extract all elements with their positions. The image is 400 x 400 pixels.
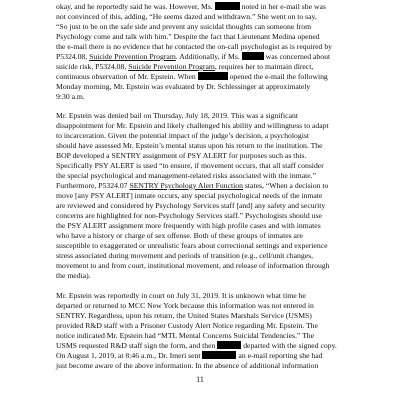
p2-line-12: the PSY ALERT assignment more frequently with high profile cases and with inmates <box>56 221 321 230</box>
p3-line-6 <box>56 341 337 350</box>
p2-line-14: susceptible to exaggerated or unrealistic fears about correctional settings and experience <box>56 241 328 250</box>
p3-line-7 <box>56 351 323 360</box>
p2-line-11: concerns are highlighted for non-Psychology Services staff.” Psychologists should use <box>56 211 322 220</box>
p3-l7a: On August 1, 2019, at 8:46 a.m., Dr. Imeri sent <box>56 351 203 360</box>
p1-line-1 <box>56 2 326 11</box>
redaction-box <box>198 72 228 80</box>
page-number: 11 <box>196 375 204 384</box>
policy-title-suicide-prevention: Suicide Prevention Program <box>128 62 215 71</box>
p2-l8a: Furthermore, P5324.07 <box>56 181 130 190</box>
p2-line-16: movement to and from court, institutional movement, and release of information through <box>56 261 330 270</box>
p2-line-17: the media). <box>56 271 91 280</box>
p1-l8a: continuous observation of Mr. Epstein. When <box>56 72 198 81</box>
p2-line-7: the special psychological and management-related risks associated with the inmate.” <box>56 171 317 180</box>
p3-line-1: Mr. Epstein was reportedly in court on July 31, 2019. It is unknown what time he <box>56 291 306 300</box>
redaction-box <box>242 52 264 60</box>
p3-line-2: departed or returned to MCC New York because this information was not entered in <box>56 301 314 310</box>
p2-line-4: should have assessed Mr. Epstein’s mental status upon his return to the institution. The <box>56 141 323 150</box>
p3-l6b: departed with the signed copy. <box>241 341 337 350</box>
p2-line-9: move [any PSY ALERT] inmate occurs, any special psychological needs of the inmate <box>56 191 323 200</box>
p3-line-3: SENTRY. Regardless, upon his return, the United States Marshals Service (USMS) <box>56 311 312 320</box>
p2-line-10: are reviewed and considered by Psychology Services staff [and] any safety and security <box>56 201 326 210</box>
policy-title-suicide-prevention: Suicide Prevention Program <box>89 52 176 61</box>
p1-line-4: Psychology come and talk with him.” Despite the fact that Lieutenant Medina opened <box>56 32 320 41</box>
p2-line-1: Mr. Epstein was denied bail on Thursday, July 18, 2019. This was a significant <box>56 111 298 120</box>
p3-line-5: notice indicated Mr. Epstein had “MTL Mental Concerns Suicidal Tendencies.” The <box>56 331 315 340</box>
p3-line-4: provided R&D staff with a Prisoner Custody Alert Notice regarding Mr. Epstein. The <box>56 321 318 330</box>
p1-line-7 <box>56 62 313 71</box>
p3-l7b: an e-mail reporting she had <box>236 351 323 360</box>
policy-title-psy-alert: SENTRY Psychology Alert Function <box>129 181 243 190</box>
p1-l7c: , requires her to maintain direct, <box>214 62 314 71</box>
p3-line-8: just become aware of the above information. In the absence of additional information <box>56 361 319 370</box>
p1-l6a: P5324.08, <box>56 52 90 61</box>
p2-line-13: who have a history or charge of sex offense. Both of these groups of inmates are <box>56 231 303 240</box>
p3-l6a: USMS requested R&D staff sign the form, and then <box>56 341 218 350</box>
p1-line-9: Monday morning, Mr. Epstein was evaluated by Dr. Schlessinger at approximately <box>56 82 311 91</box>
p1-l7a: suicide risk, P5324.08, <box>56 62 129 71</box>
p1-l1b: noted in her e-mail she was <box>239 2 326 11</box>
p1-line-2: not convinced of this, adding, “He seems dazed and withdrawn.” She went on to say, <box>56 12 317 21</box>
p1-line-5: the e-mail there is no evidence that he contacted the on-call psychologist as is required by <box>56 42 333 51</box>
p2-line-8 <box>56 181 328 190</box>
p1-l6d: was concerned about <box>263 52 331 61</box>
redaction-box <box>217 341 241 349</box>
p2-line-6: Specifically PSY ALERT is used “to ensure, if movement occurs, that all staff consider <box>56 161 324 170</box>
p1-l8b: opened the e-mail the following <box>227 72 328 81</box>
p1-line-3: “So just to be on the safe side and prevent any suicidal thoughts can someone from <box>56 22 312 31</box>
p1-l1a: okay, and he reportedly said he was. However, Ms. <box>56 2 215 11</box>
p1-line-10: 9:30 a.m. <box>56 92 85 101</box>
p2-l8c: states, “When a decision to <box>243 181 329 190</box>
p2-line-15: stress associated during movement and periods of transition (e.g., cell/unit changes, <box>56 251 314 260</box>
p2-line-5: BOP developed a SENTRY assignment of PSY ALERT for purposes such as this. <box>56 151 307 160</box>
redaction-box <box>215 2 240 10</box>
p1-l6c: . Additionally, if Ms. <box>175 52 242 61</box>
p1-line-8 <box>56 72 328 81</box>
redaction-box <box>202 351 236 359</box>
p2-line-2: disappointment for Mr. Epstein and likely challenged his ability and willingness to adapt <box>56 121 329 130</box>
p1-line-6 <box>56 52 330 61</box>
p2-line-3: to incarceration. Given the potential impact of the judge’s decision, a psychologist <box>56 131 309 140</box>
